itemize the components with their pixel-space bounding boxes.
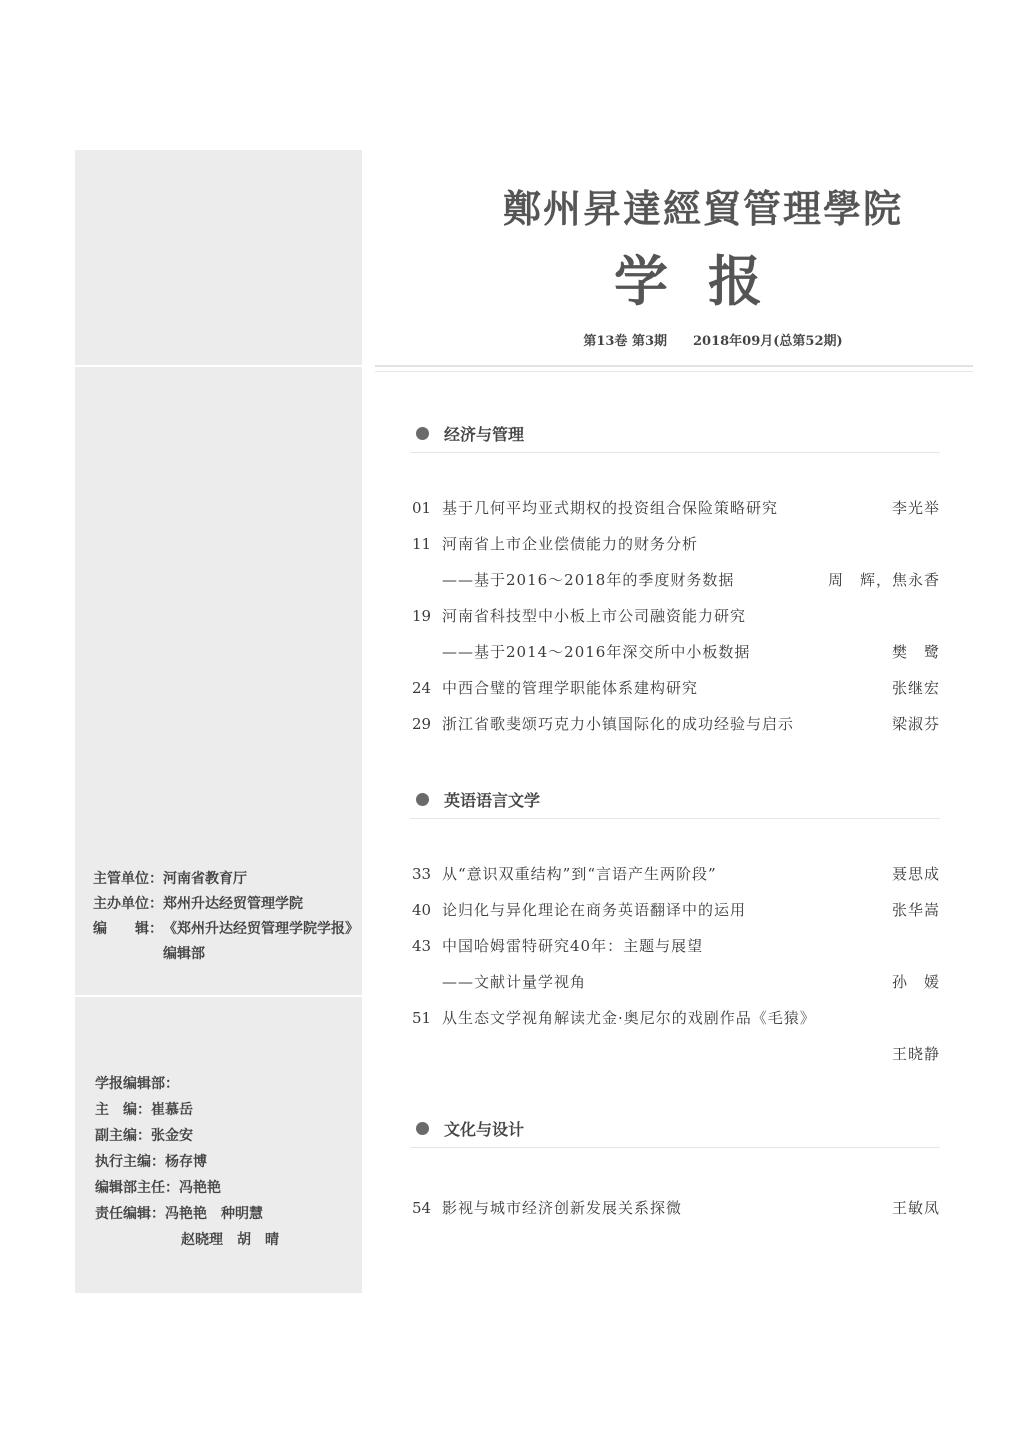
toc-entries — [410, 490, 940, 742]
article-title: 影视与城市经济创新发展关系探微 — [442, 1199, 683, 1217]
editor-row — [93, 917, 353, 967]
issue-date: 2018年09月(总第52期) — [693, 334, 843, 349]
toc-entry[interactable] — [410, 892, 940, 928]
toc-entry[interactable] — [410, 706, 940, 742]
sidebar-divider — [75, 365, 362, 367]
section-title: 英语语言文学 — [444, 791, 541, 810]
bullet-icon — [416, 1122, 429, 1135]
sponsor-value: 郑州升达经贸管理学院 — [163, 896, 303, 912]
section-title: 文化与设计 — [444, 1120, 525, 1139]
page-number: 43 — [412, 937, 432, 955]
journal-name: 鄭州昇達經貿管理學院 — [502, 186, 903, 231]
page-number: 19 — [412, 607, 432, 625]
page-number: 29 — [412, 715, 432, 733]
article-author: 王晓静 — [891, 1045, 940, 1063]
supervisor-row — [93, 867, 353, 892]
article-title: 从生态文学视角解读尤金·奥尼尔的戏剧作品《毛猿》 — [442, 1009, 816, 1027]
journal-subtitle: 学报 — [614, 249, 802, 313]
page-number: 24 — [412, 679, 432, 697]
article-title: 基于几何平均亚式期权的投资组合保险策略研究 — [442, 499, 779, 517]
volume-issue: 第13卷 第3期 — [583, 334, 667, 349]
toc-entry-subtitle — [410, 964, 940, 1000]
toc-entry[interactable] — [410, 598, 940, 634]
chief-editor: 主 编：崔慕岳 — [95, 1102, 193, 1118]
toc-entry[interactable] — [410, 670, 940, 706]
article-author: 李光举 — [891, 499, 940, 517]
editorial-board — [95, 1071, 355, 1253]
issue-info — [455, 330, 971, 349]
deputy-editor: 副主编：张金安 — [95, 1128, 193, 1144]
toc-section — [410, 422, 940, 742]
editorial-heading: 学报编辑部： — [95, 1076, 179, 1092]
toc-section — [410, 1117, 940, 1226]
toc-entry-author-line — [410, 1036, 940, 1072]
article-author: 梁淑芬 — [891, 715, 940, 733]
bullet-icon — [416, 427, 429, 440]
article-subtitle: ——基于2016～2018年的季度财务数据 — [442, 571, 735, 589]
bullet-icon — [416, 793, 429, 806]
section-header — [410, 1117, 940, 1148]
toc-entry[interactable] — [410, 856, 940, 892]
sidebar-divider — [75, 995, 362, 997]
responsible-editors: 责任编辑：冯艳艳 种明慧 — [95, 1206, 263, 1222]
toc-entry[interactable] — [410, 1000, 940, 1036]
toc-section — [410, 788, 940, 1072]
page-number: 51 — [412, 1009, 432, 1027]
article-author: 张华嵩 — [891, 901, 940, 919]
editor-value: 《郑州升达经贸管理学院学报》编辑部 — [163, 921, 352, 962]
responsible-editors-cont: 赵晓理 胡 晴 — [181, 1232, 279, 1248]
toc-entry[interactable] — [410, 1190, 940, 1226]
toc-entry-subtitle — [410, 634, 940, 670]
article-subtitle: ——文献计量学视角 — [442, 973, 587, 991]
article-title: 中西合璧的管理学职能体系建构研究 — [442, 679, 699, 697]
editor-label: 编 辑： — [93, 921, 163, 937]
article-title: 论归化与异化理论在商务英语翻译中的运用 — [442, 901, 747, 919]
article-author: 聂思成 — [891, 865, 940, 883]
article-author: 张继宏 — [891, 679, 940, 697]
toc-entries — [410, 856, 940, 1072]
article-title: 浙江省歌斐颂巧克力小镇国际化的成功经验与启示 — [442, 715, 795, 733]
page-number: 40 — [412, 901, 432, 919]
article-author: 周 辉，焦永香 — [827, 571, 940, 589]
supervisor-label: 主管单位： — [93, 871, 163, 887]
article-title: 河南省上市企业偿债能力的财务分析 — [442, 535, 699, 553]
toc-entries — [410, 1190, 940, 1226]
page-number: 33 — [412, 865, 432, 883]
section-title: 经济与管理 — [444, 425, 525, 444]
article-author: 孙 媛 — [891, 973, 940, 991]
article-author: 王敏凤 — [891, 1199, 940, 1217]
masthead-divider — [375, 365, 973, 372]
supervisor-value: 河南省教育厅 — [163, 871, 247, 887]
toc-entry[interactable] — [410, 526, 940, 562]
sponsor-label: 主办单位： — [93, 896, 163, 912]
page-number: 01 — [412, 499, 432, 517]
page-number: 54 — [412, 1199, 432, 1217]
page-number: 11 — [412, 535, 432, 553]
office-director: 编辑部主任：冯艳艳 — [95, 1180, 221, 1196]
sponsor-row — [93, 892, 353, 917]
section-header — [410, 422, 940, 453]
executive-editor: 执行主编：杨存博 — [95, 1154, 207, 1170]
toc-entry[interactable] — [410, 490, 940, 526]
article-subtitle: ——基于2014～2016年深交所中小板数据 — [442, 643, 751, 661]
article-title: 河南省科技型中小板上市公司融资能力研究 — [442, 607, 747, 625]
left-sidebar — [75, 150, 362, 1293]
publisher-info — [93, 867, 353, 967]
toc-entry[interactable] — [410, 928, 940, 964]
article-author: 樊 鹭 — [891, 643, 940, 661]
masthead — [375, 170, 971, 349]
toc-entry-subtitle — [410, 562, 940, 598]
article-title: 从“意识双重结构”到“言语产生两阶段” — [442, 865, 717, 883]
article-title: 中国哈姆雷特研究40年：主题与展望 — [442, 937, 704, 955]
section-header — [410, 788, 940, 819]
